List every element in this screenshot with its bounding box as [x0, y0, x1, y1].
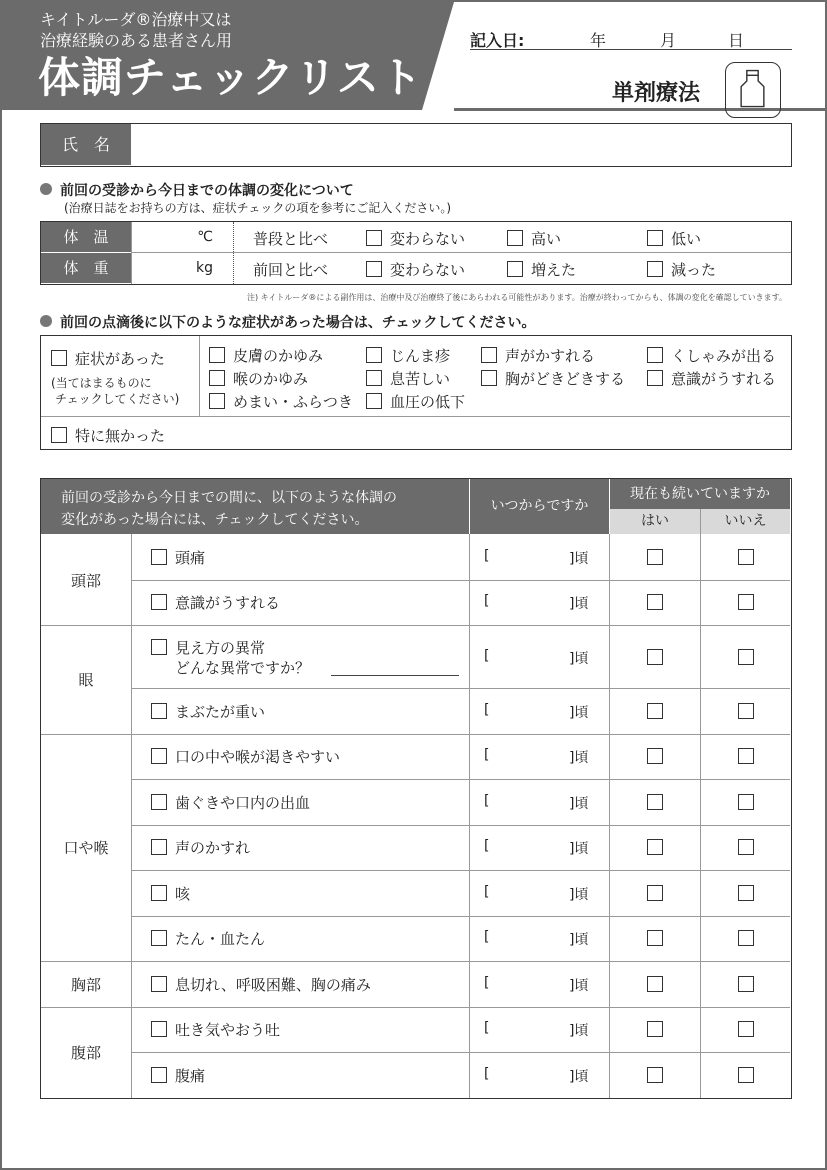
since-bracket-close: ]頃 — [569, 886, 589, 903]
continue-yes-checkbox[interactable] — [647, 549, 663, 565]
checkbox-icon[interactable] — [481, 347, 497, 363]
since-bracket-close: ]頃 — [569, 977, 589, 994]
table-header-line-1: 前回の受診から今日までの間に、以下のような体調の — [61, 490, 397, 506]
infusion-col-divider — [199, 336, 200, 416]
side-effect-note: 注) キイトルーダ®による副作用は、治療中及び治療終了後にあらわれる可能性があります。治療が終わってからも、体調の変化を確認していきます。 — [247, 293, 787, 302]
group-label: 頭部 — [70, 571, 101, 590]
since-bracket-close: ]頃 — [569, 596, 589, 613]
since-bracket-open: [ — [484, 547, 490, 564]
continue-yes-checkbox[interactable] — [647, 703, 663, 719]
checkbox-icon[interactable] — [151, 1067, 167, 1083]
bottle-icon — [725, 62, 781, 118]
col-divider — [700, 534, 701, 1098]
continue-yes-checkbox[interactable] — [647, 930, 663, 946]
checkbox-icon[interactable] — [151, 549, 167, 565]
symptom-item[interactable]: 声のかすれ — [151, 837, 250, 858]
since-input[interactable] — [493, 701, 565, 721]
continue-no-checkbox[interactable] — [738, 1067, 754, 1083]
infusion-table — [40, 335, 792, 450]
checkbox-icon[interactable] — [51, 427, 67, 443]
name-label: 氏 名 — [41, 124, 131, 165]
continue-no-checkbox[interactable] — [738, 1021, 754, 1037]
since-bracket-open: [ — [484, 792, 490, 809]
row-divider — [131, 688, 790, 689]
weight-input[interactable] — [141, 257, 201, 279]
continue-header: 現在も続いていますか — [630, 486, 770, 502]
col-divider — [131, 534, 132, 1098]
continue-yes-checkbox[interactable] — [647, 885, 663, 901]
since-bracket-close: ]頃 — [569, 841, 589, 858]
change-heading: 前回の受診から今日までの体調の変化について — [40, 180, 354, 200]
since-input[interactable] — [493, 837, 565, 857]
checkbox-icon[interactable] — [647, 370, 663, 386]
checkbox-icon[interactable] — [209, 393, 225, 409]
continue-no-checkbox[interactable] — [738, 549, 754, 565]
symptom-hives[interactable]: じんま疹 — [366, 345, 450, 366]
row-divider — [131, 779, 790, 780]
weight-option-down[interactable]: 減った — [647, 259, 716, 280]
vitals-table — [40, 221, 792, 285]
header-divider — [700, 509, 701, 534]
symptom-item[interactable]: 口の中や喉が渇きやすい — [151, 746, 340, 767]
continue-no-checkbox[interactable] — [738, 703, 754, 719]
had-symptoms-option[interactable]: 症状があった — [51, 348, 165, 369]
symptom-item[interactable]: 意識がうすれる — [151, 592, 280, 613]
weight-compare: 前回と比べ — [253, 261, 329, 279]
temp-compare: 普段と比べ — [253, 230, 329, 248]
date-label: 記入日: — [470, 31, 525, 50]
symptom-hoarse[interactable]: 声がかすれる — [481, 345, 595, 366]
symptom-breathless[interactable]: 息苦しい — [366, 368, 450, 389]
continue-no-checkbox[interactable] — [738, 839, 754, 855]
row-divider — [41, 625, 790, 626]
checkbox-icon[interactable] — [151, 930, 167, 946]
symptom-item[interactable]: 息切れ、呼吸困難、胸の痛み — [151, 974, 371, 995]
checkbox-icon[interactable] — [151, 703, 167, 719]
since-bracket-open: [ — [484, 974, 490, 991]
since-bracket-open: [ — [484, 883, 490, 900]
since-input[interactable] — [493, 547, 565, 567]
since-input[interactable] — [493, 883, 565, 903]
row-divider — [41, 734, 790, 735]
header-divider — [609, 479, 610, 534]
checkbox-icon[interactable] — [151, 748, 167, 764]
yes-header: はい — [610, 509, 700, 534]
symptom-skin-itch[interactable]: 皮膚のかゆみ — [209, 345, 323, 366]
since-bracket-open: [ — [484, 747, 490, 764]
group-label: 腹部 — [70, 1044, 101, 1062]
checkbox-icon[interactable] — [151, 976, 167, 992]
group-label: 胸部 — [70, 975, 101, 994]
continue-yes-checkbox[interactable] — [647, 839, 663, 855]
temp-option-same[interactable]: 変わらない — [366, 228, 465, 249]
since-input[interactable] — [493, 974, 565, 994]
year-label: 年 — [590, 31, 607, 50]
checkbox-icon[interactable] — [647, 347, 663, 363]
symptom-item[interactable]: まぶたが重い — [151, 701, 265, 722]
continue-no-checkbox[interactable] — [738, 976, 754, 992]
since-bracket-close: ]頃 — [569, 795, 589, 812]
checkbox-icon[interactable] — [151, 639, 167, 655]
table-header-line-2: 変化があった場合には、チェックしてください。 — [61, 512, 369, 528]
temp-option-low[interactable]: 低い — [647, 228, 701, 249]
since-input[interactable] — [493, 928, 565, 948]
no-header: いいえ — [701, 509, 790, 534]
symptom-table — [40, 478, 792, 1099]
symptom-item[interactable]: たん・血たん — [151, 928, 265, 949]
infusion-row-divider — [41, 416, 790, 417]
checkbox-icon[interactable] — [51, 350, 67, 366]
since-bracket-close: ]頃 — [569, 650, 589, 667]
temp-option-high[interactable]: 高い — [507, 228, 561, 249]
weight-option-same[interactable]: 変わらない — [366, 259, 465, 280]
symptom-item[interactable]: 見え方の異常 — [151, 637, 265, 658]
since-header: いつからですか — [490, 498, 589, 514]
since-input[interactable] — [493, 647, 565, 667]
answer-line[interactable] — [331, 675, 459, 676]
weight-option-up[interactable]: 増えた — [507, 259, 576, 280]
symptom-throat-itch[interactable]: 喉のかゆみ — [209, 368, 308, 389]
continue-no-checkbox[interactable] — [738, 885, 754, 901]
continue-yes-checkbox[interactable] — [647, 1067, 663, 1083]
checkbox-icon[interactable] — [366, 370, 382, 386]
col-divider-dotted — [233, 222, 234, 284]
symptom-palpitation[interactable]: 胸がどきどきする — [481, 368, 625, 389]
continue-yes-checkbox[interactable] — [647, 594, 663, 610]
since-input[interactable] — [493, 592, 565, 612]
row-divider — [131, 870, 790, 871]
since-bracket-close: ]頃 — [569, 1023, 589, 1040]
weight-label: 体 重 — [41, 253, 131, 283]
continue-yes-checkbox[interactable] — [647, 976, 663, 992]
checkbox-icon[interactable] — [366, 393, 382, 409]
symptom-item[interactable]: 歯ぐきや口内の出血 — [151, 792, 310, 813]
since-input[interactable] — [493, 1065, 565, 1085]
continue-no-checkbox[interactable] — [738, 649, 754, 665]
header-subtitle-2: 治療経験のある患者さん用 — [40, 31, 233, 50]
continue-yes-checkbox[interactable] — [647, 1021, 663, 1037]
temp-label: 体 温 — [41, 222, 131, 252]
continue-yes-checkbox[interactable] — [647, 649, 663, 665]
checkbox-icon[interactable] — [151, 839, 167, 855]
temp-input[interactable] — [141, 226, 201, 248]
had-symptoms-note-2: チェックしてください) — [55, 392, 180, 406]
continue-no-checkbox[interactable] — [738, 748, 754, 764]
date-field[interactable] — [470, 26, 792, 50]
continue-yes-checkbox[interactable] — [647, 794, 663, 810]
group-label: 眼 — [78, 671, 94, 690]
since-bracket-open: [ — [484, 701, 490, 718]
row-divider — [41, 961, 790, 962]
since-input[interactable] — [493, 792, 565, 812]
had-symptoms-note-1: (当てはまるものに — [51, 376, 152, 390]
checkbox-icon[interactable] — [209, 347, 225, 363]
name-row — [40, 123, 792, 167]
col-divider — [469, 534, 470, 1098]
no-symptoms-option[interactable]: 特に無かった — [51, 425, 165, 446]
continue-yes-checkbox[interactable] — [647, 748, 663, 764]
change-subheading: (治療日誌をお持ちの方は、症状チェックの項を参考にご記入ください。) — [64, 201, 452, 215]
checkbox-icon[interactable] — [151, 794, 167, 810]
since-bracket-open: [ — [484, 838, 490, 855]
bullet-icon — [40, 315, 52, 327]
since-bracket-close: ]頃 — [569, 1068, 589, 1085]
checkbox-icon[interactable] — [366, 261, 382, 277]
page-title: 体調チェックリスト — [38, 53, 423, 102]
weight-unit: kg — [196, 260, 213, 276]
checkbox-icon[interactable] — [151, 885, 167, 901]
regimen-label: 単剤療法 — [612, 81, 701, 106]
since-bracket-close: ]頃 — [569, 704, 589, 721]
checkbox-icon[interactable] — [507, 261, 523, 277]
row-divider — [131, 252, 791, 253]
continue-no-checkbox[interactable] — [738, 594, 754, 610]
checkbox-icon[interactable] — [507, 230, 523, 246]
header-divider — [469, 479, 470, 534]
symptom-consciousness[interactable]: 意識がうすれる — [647, 368, 776, 389]
symptom-item[interactable]: 腹痛 — [151, 1065, 205, 1086]
group-label: 口や喉 — [63, 839, 109, 858]
since-bracket-close: ]頃 — [569, 750, 589, 767]
symptom-item[interactable]: 吐き気やおう吐 — [151, 1019, 280, 1040]
symptom-item[interactable]: 頭痛 — [151, 547, 205, 568]
checkbox-icon[interactable] — [481, 370, 497, 386]
checkbox-icon[interactable] — [647, 230, 663, 246]
since-bracket-open: [ — [484, 647, 490, 664]
since-input[interactable] — [493, 746, 565, 766]
checkbox-icon[interactable] — [151, 594, 167, 610]
symptom-sneeze[interactable]: くしゃみが出る — [647, 345, 776, 366]
checkbox-icon[interactable] — [647, 261, 663, 277]
since-bracket-open: [ — [484, 1065, 490, 1082]
continue-no-checkbox[interactable] — [738, 930, 754, 946]
since-bracket-open: [ — [484, 1020, 490, 1037]
symptom-dizziness[interactable]: めまい・ふらつき — [209, 391, 353, 412]
col-divider — [609, 534, 610, 1098]
checkbox-icon[interactable] — [366, 347, 382, 363]
row-divider — [131, 825, 790, 826]
since-bracket-open: [ — [484, 929, 490, 946]
symptom-item[interactable]: 咳 — [151, 883, 190, 904]
temp-unit: ℃ — [197, 229, 213, 245]
symptom-low-bp[interactable]: 血圧の低下 — [366, 391, 465, 412]
checkbox-icon[interactable] — [209, 370, 225, 386]
sub-question: どんな異常ですか？ — [175, 659, 311, 677]
header-subtitle-1: キイトルーダ®治療中又は — [40, 10, 232, 29]
since-bracket-open: [ — [484, 593, 490, 610]
checkbox-icon[interactable] — [151, 1021, 167, 1037]
day-label: 日 — [728, 31, 745, 50]
row-divider — [131, 580, 790, 581]
since-bracket-close: ]頃 — [569, 550, 589, 567]
row-divider — [131, 1052, 790, 1053]
bullet-icon — [40, 183, 52, 195]
row-divider — [131, 916, 790, 917]
name-input[interactable] — [131, 124, 790, 165]
infusion-heading: 前回の点滴後に以下のような症状があった場合は、チェックしてください。 — [40, 312, 535, 332]
row-divider — [41, 1007, 790, 1008]
since-input[interactable] — [493, 1019, 565, 1039]
checkbox-icon[interactable] — [366, 230, 382, 246]
month-label: 月 — [660, 31, 677, 50]
continue-no-checkbox[interactable] — [738, 794, 754, 810]
since-bracket-close: ]頃 — [569, 932, 589, 949]
